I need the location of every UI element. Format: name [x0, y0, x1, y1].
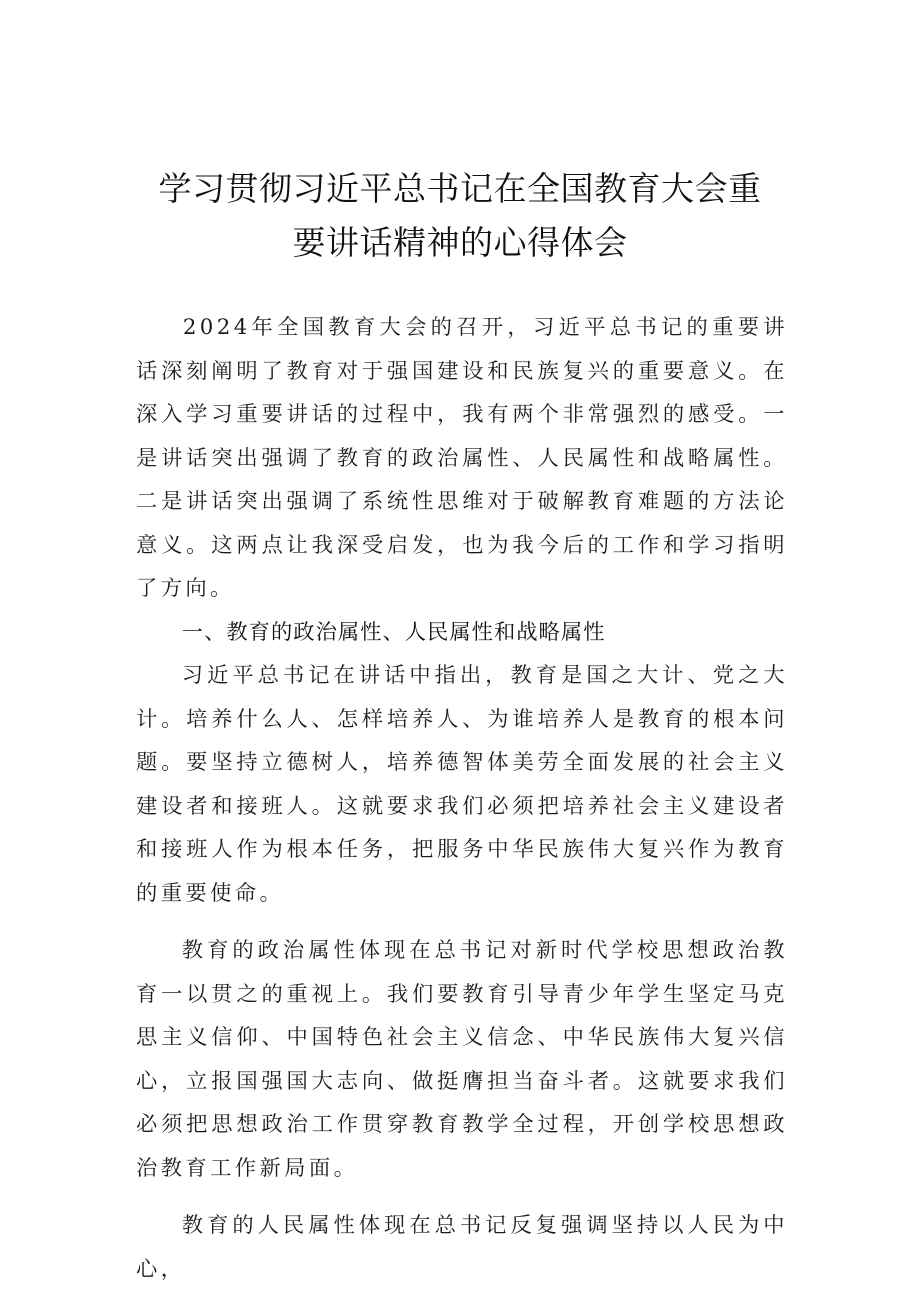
title-line-2: 要讲话精神的心得体会 [292, 223, 628, 262]
paragraph-political-attribute: 教育的政治属性体现在总书记对新时代学校思想政治教育一以贯之的重视上。我们要教育引导青少年学生坚定马克思主义信仰、中国特色社会主义信念、中华民族伟大复兴信心，立报国强国大志向、做挺膺担当奋斗者。这就要求我们必须把思想政治工作贯穿教育教学全过程，开创学校思想政治教育工作新局面。 [136, 938, 788, 1181]
document-title [100, 162, 820, 270]
paragraph-people-attribute: 教育的人民属性体现在总书记反复强调坚持以人民为中心， [136, 1213, 788, 1282]
section-heading: 一、教育的政治属性、人民属性和战略属性 [181, 619, 606, 645]
title-line-1: 学习贯彻习近平总书记在全国教育大会重 [158, 169, 762, 208]
document-body [136, 306, 788, 1291]
paragraph-section-1: 习近平总书记在讲话中指出，教育是国之大计、党之大计。培养什么人、怎样培养人、为谁培养人是教育的根本问题。要坚持立德树人，培养德智体美劳全面发展的社会主义建设者和接班人。这就要求我们必须把培养社会主义建设者和接班人作为根本任务，把服务中华民族伟大复兴作为教育的重要使命。 [136, 663, 788, 906]
paragraph-intro: 2024年全国教育大会的召开，习近平总书记的重要讲话深刻阐明了教育对于强国建设和民族复兴的重要意义。在深入学习重要讲话的过程中，我有两个非常强烈的感受。一是讲话突出强调了教育的政治属性、人民属性和战略属性。二是讲话突出强调了系统性思维对于破解教育难题的方法论意义。这两点让我深受启发，也为我今后的工作和学习指明了方向。 [136, 315, 788, 601]
